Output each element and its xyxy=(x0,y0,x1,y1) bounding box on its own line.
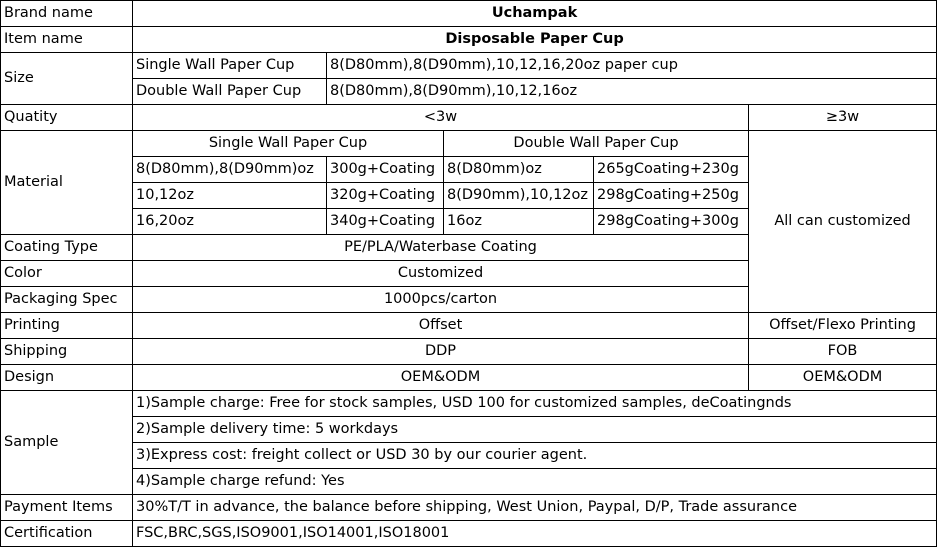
printing-label: Printing xyxy=(1,313,133,339)
brand-name-value: Uchampak xyxy=(133,1,937,27)
row-payment-items xyxy=(1,495,937,521)
material-double-size: 8(D80mm)oz xyxy=(444,157,594,183)
design-low-value: OEM&ODM xyxy=(133,365,749,391)
material-single-spec: 300g+Coating xyxy=(327,157,444,183)
packaging-spec-value: 1000pcs/carton xyxy=(133,287,749,313)
material-single-size: 10,12oz xyxy=(133,183,327,209)
row-sample xyxy=(1,443,937,469)
certification-value: FSC,BRC,SGS,ISO9001,ISO14001,ISO18001 xyxy=(133,521,937,547)
printing-high-value: Offset/Flexo Printing xyxy=(749,313,937,339)
shipping-label: Shipping xyxy=(1,339,133,365)
sample-item: 4)Sample charge refund: Yes xyxy=(133,469,937,495)
size-label: Size xyxy=(1,53,133,105)
material-double-spec: 265gCoating+230g xyxy=(594,157,749,183)
material-double-size: 16oz xyxy=(444,209,594,235)
row-size-single xyxy=(1,53,937,79)
row-design xyxy=(1,365,937,391)
shipping-low-value: DDP xyxy=(133,339,749,365)
design-label: Design xyxy=(1,365,133,391)
row-sample xyxy=(1,417,937,443)
material-double-size: 8(D90mm),10,12oz xyxy=(444,183,594,209)
material-single-size: 8(D80mm),8(D90mm)oz xyxy=(133,157,327,183)
item-name-label: Item name xyxy=(1,27,133,53)
sample-item: 1)Sample charge: Free for stock samples, USD 100 for customized samples, deCoatingnds xyxy=(133,391,937,417)
row-brand-name xyxy=(1,1,937,27)
material-single-spec: 340g+Coating xyxy=(327,209,444,235)
coating-type-value: PE/PLA/Waterbase Coating xyxy=(133,235,749,261)
packaging-spec-label: Packaging Spec xyxy=(1,287,133,313)
row-item-name xyxy=(1,27,937,53)
sample-item: 3)Express cost: freight collect or USD 30 by our courier agent. xyxy=(133,443,937,469)
material-label: Material xyxy=(1,131,133,235)
row-shipping xyxy=(1,339,937,365)
row-sample xyxy=(1,391,937,417)
row-sample xyxy=(1,469,937,495)
quantity-high-value: ≥3w xyxy=(749,105,937,131)
row-certification xyxy=(1,521,937,547)
sample-item: 2)Sample delivery time: 5 workdays xyxy=(133,417,937,443)
material-single-spec: 320g+Coating xyxy=(327,183,444,209)
certification-label: Certification xyxy=(1,521,133,547)
design-high-value: OEM&ODM xyxy=(749,365,937,391)
material-single-size: 16,20oz xyxy=(133,209,327,235)
brand-name-label: Brand name xyxy=(1,1,133,27)
printing-low-value: Offset xyxy=(133,313,749,339)
row-printing xyxy=(1,313,937,339)
size-single-wall-value: 8(D80mm),8(D90mm),10,12,16,20oz paper cup xyxy=(327,53,937,79)
size-single-wall-label: Single Wall Paper Cup xyxy=(133,53,327,79)
quantity-label: Quatity xyxy=(1,105,133,131)
material-double-spec: 298gCoating+300g xyxy=(594,209,749,235)
material-single-wall-header: Single Wall Paper Cup xyxy=(133,131,444,157)
payment-items-value: 30%T/T in advance, the balance before shipping, West Union, Paypal, D/P, Trade assurance xyxy=(133,495,937,521)
item-name-value: Disposable Paper Cup xyxy=(133,27,937,53)
size-double-wall-value: 8(D80mm),8(D90mm),10,12,16oz xyxy=(327,79,937,105)
color-value: Customized xyxy=(133,261,749,287)
row-quantity xyxy=(1,105,937,131)
material-double-spec: 298gCoating+250g xyxy=(594,183,749,209)
payment-items-label: Payment Items xyxy=(1,495,133,521)
material-double-wall-header: Double Wall Paper Cup xyxy=(444,131,749,157)
shipping-high-value: FOB xyxy=(749,339,937,365)
coating-type-label: Coating Type xyxy=(1,235,133,261)
quantity-low-value: <3w xyxy=(133,105,749,131)
size-double-wall-label: Double Wall Paper Cup xyxy=(133,79,327,105)
sample-label: Sample xyxy=(1,391,133,495)
color-label: Color xyxy=(1,261,133,287)
row-material-header xyxy=(1,131,937,157)
row-size-double xyxy=(1,79,937,105)
all-customized-note: All can customized xyxy=(749,131,937,313)
